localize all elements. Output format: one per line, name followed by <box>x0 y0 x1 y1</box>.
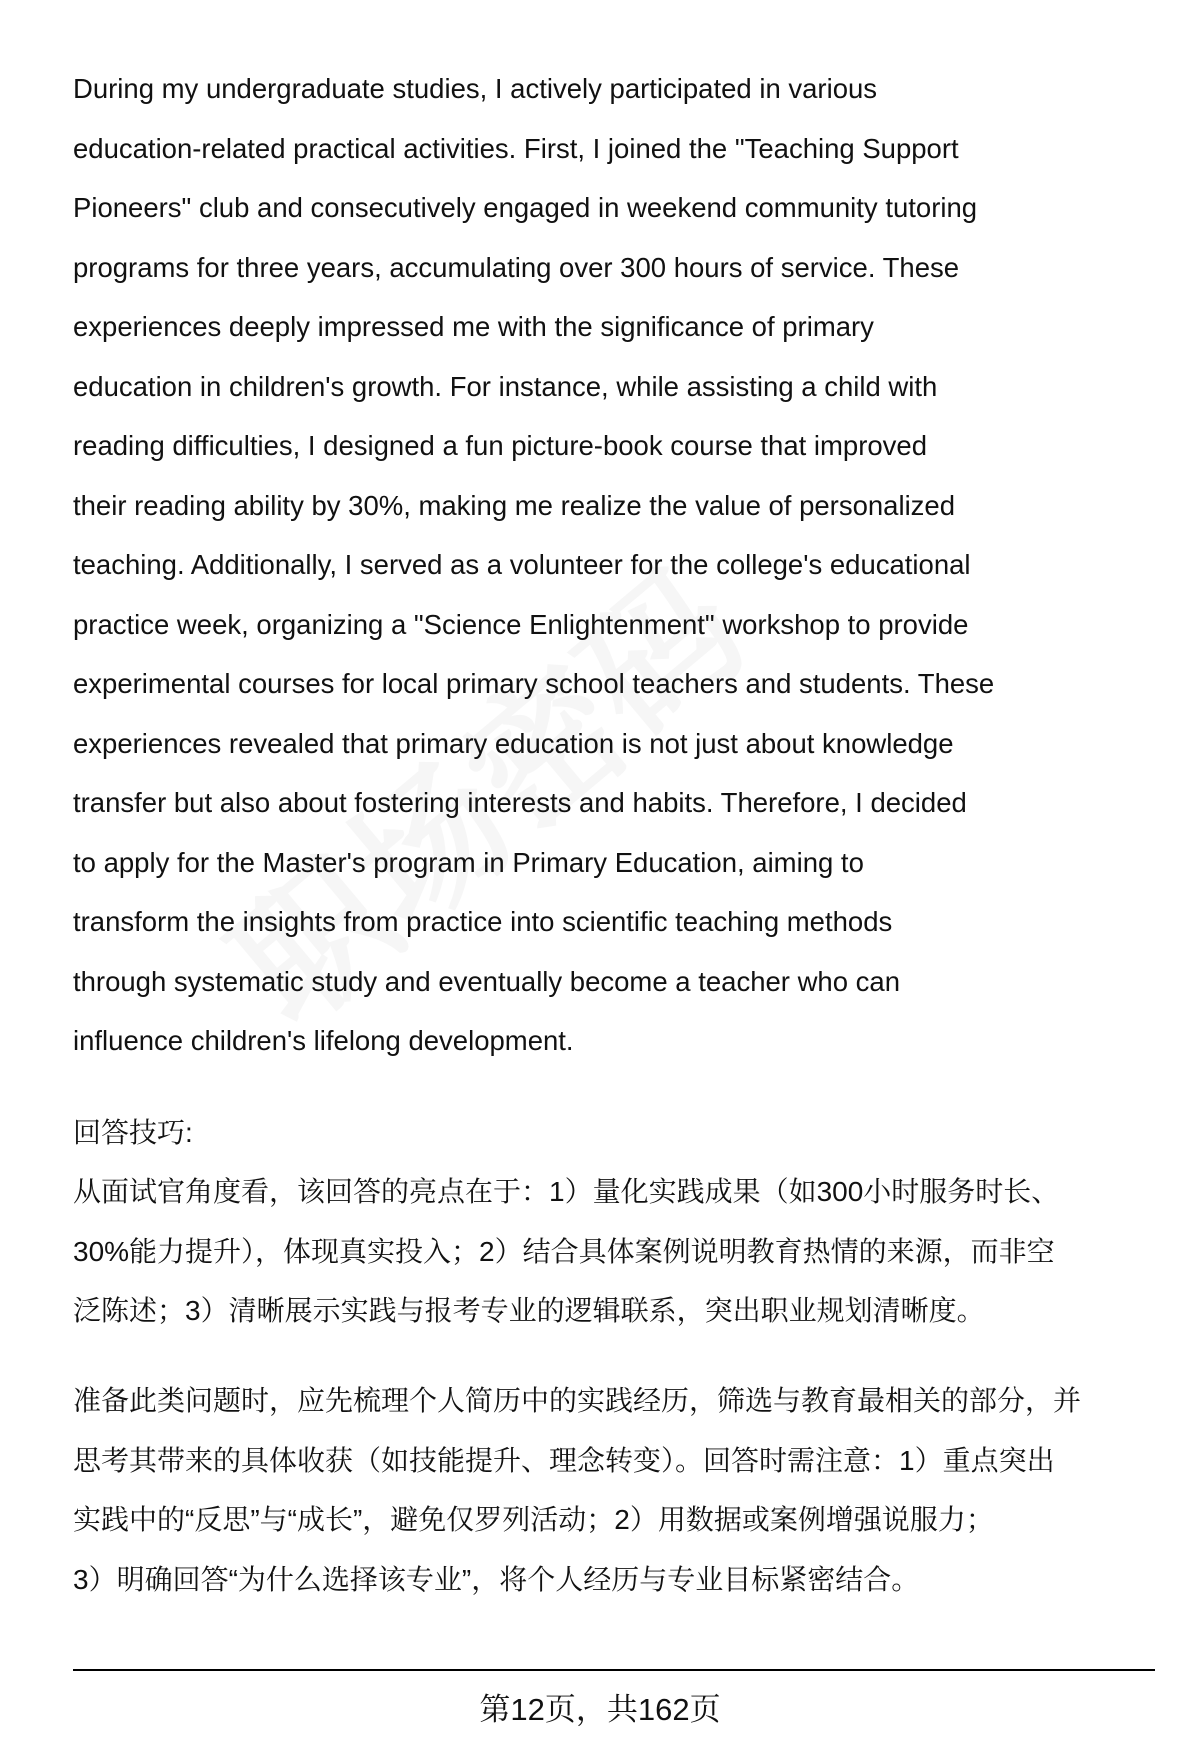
answer-line: practice week, organizing a "Science Enlightenment" workshop to provide <box>73 608 969 640</box>
answer-line: their reading ability by 30%, making me realize the value of personalized <box>73 489 956 521</box>
prep-line: 实践中的“反思”与“成长”，避免仅罗列活动；2）用数据或案例增强说服力； <box>73 1504 994 1535</box>
tips-heading-text: 回答技巧: <box>73 1117 193 1148</box>
answer-line: influence children's lifelong development. <box>73 1025 574 1056</box>
answer-line: During my undergraduate studies, I actively participated in various <box>73 73 878 104</box>
page-number: 第12页，共162页 <box>479 1692 721 1727</box>
tips-line: 从面试官角度看，该回答的亮点在于：1）量化实践成果（如300小时服务时长、 <box>73 1176 1060 1207</box>
answer-line: through systematic study and eventually become a teacher who can <box>73 965 901 997</box>
prep-line: 思考其带来的具体收获（如技能提升、理念转变）。回答时需注意：1）重点突出 <box>73 1444 1055 1476</box>
prep-line: 准备此类问题时，应先梳理个人简历中的实践经历，筛选与教育最相关的部分，并 <box>73 1385 1082 1416</box>
answer-line: education in children's growth. For instance, while assisting a child with <box>73 370 938 402</box>
prep-line: 3）明确回答“为什么选择该专业”，将个人经历与专业目标紧密结合。 <box>73 1563 920 1595</box>
answer-line: experiences deeply impressed me with the significance of primary <box>73 311 874 342</box>
footer-divider <box>73 1669 1155 1671</box>
answer-line: transfer but also about fostering interests and habits. Therefore, I decided <box>73 787 967 818</box>
answer-line: experimental courses for local primary school teachers and students. These <box>73 668 995 699</box>
answer-line: experiences revealed that primary education is not just about knowledge <box>73 727 954 759</box>
tips-heading <box>73 1103 1153 1163</box>
answer-line: Pioneers" club and consecutively engaged in weekend community tutoring <box>73 192 978 223</box>
tips-line: 泛陈述；3）清晰展示实践与报考专业的逻辑联系，突出职业规划清晰度。 <box>73 1295 985 1326</box>
tips-line: 30%能力提升），体现真实投入；2）结合具体案例说明教育热情的来源，而非空 <box>73 1235 1055 1267</box>
answer-paragraph <box>73 59 1153 1071</box>
answer-line: programs for three years, accumulating over 300 hours of service. These <box>73 251 960 283</box>
answer-line: to apply for the Master's program in Primary Education, aiming to <box>73 846 864 878</box>
answer-line: teaching. Additionally, I served as a volunteer for the college's educational <box>73 549 971 580</box>
answer-line: reading difficulties, I designed a fun picture-book course that improved <box>73 430 928 461</box>
answer-line: education-related practical activities. First, I joined the "Teaching Support <box>73 132 959 164</box>
preparation-paragraph <box>73 1371 1153 1609</box>
answer-line: transform the insights from practice into scientific teaching methods <box>73 906 893 937</box>
tips-paragraph <box>73 1162 1153 1341</box>
